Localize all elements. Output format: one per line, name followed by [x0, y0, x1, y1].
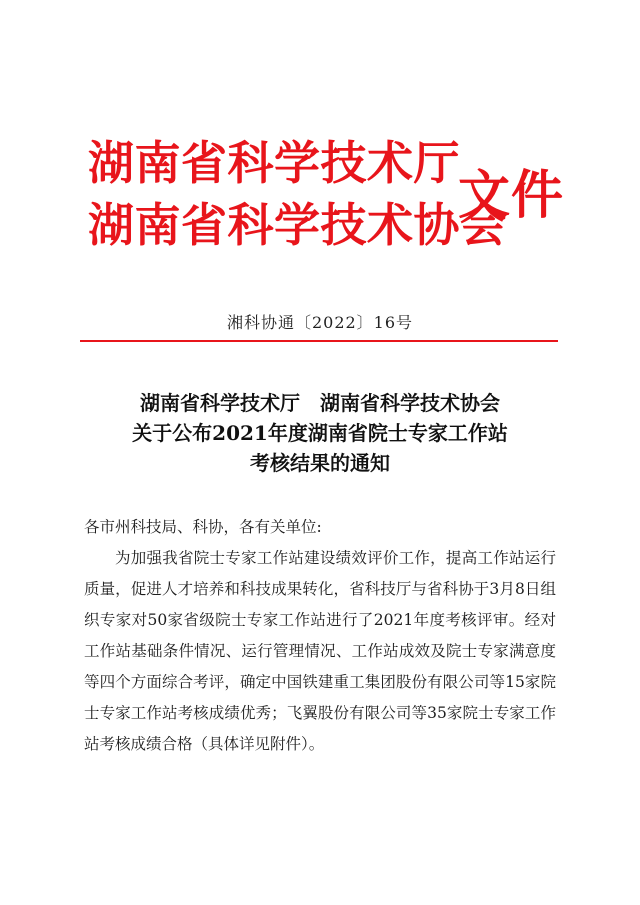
red-divider	[80, 340, 558, 342]
notice-body	[84, 512, 556, 760]
masthead	[88, 136, 568, 266]
masthead-suffix: 文件	[458, 165, 565, 226]
title-line-1: 湖南省科学技术厅 湖南省科学技术协会	[140, 391, 500, 415]
document-number: 湘科协通〔2022〕16号	[226, 313, 414, 332]
title-line-2: 关于公布2021年度湖南省院士专家工作站	[132, 421, 508, 445]
title-line-3: 考核结果的通知	[250, 451, 390, 475]
notice-title	[60, 388, 580, 478]
masthead-issuer-2: 湖南省科学技术协会	[88, 198, 507, 252]
masthead-issuer-1: 湖南省科学技术厅	[88, 136, 460, 190]
body-paragraph: 为加强我省院士专家工作站建设绩效评价工作，提高工作站运行质量，促进人才培养和科技成果转化，省科技厅与省科协于3月8日组织专家对50家省级院士专家工作站进行了2021年度考核评审。经对工作站基础条件情况、运行管理情况、工作站成效及院士专家满意度等四个方面综合考评，确定中国铁建重工集团股份有限公司等15家院士专家工作站考核成绩优秀；飞翼股份有限公司等35家院士专家工作站考核成绩合格（具体详见附件）。	[84, 549, 556, 753]
salutation: 各市州科技局、科协，各有关单位:	[84, 518, 322, 536]
